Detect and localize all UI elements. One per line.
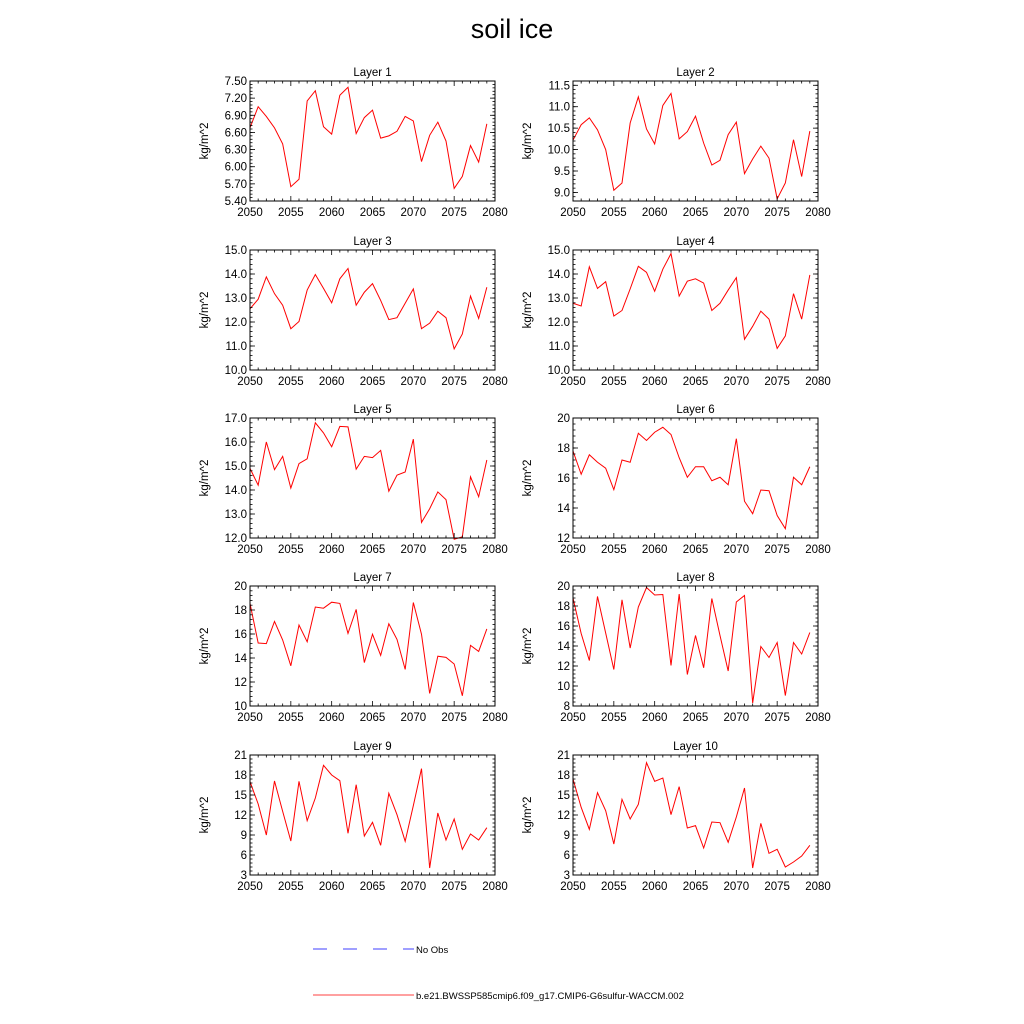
y-tick-label: 20 — [557, 413, 570, 425]
series-line-model — [573, 93, 810, 198]
x-tick-label: 2050 — [560, 712, 586, 724]
x-tick-label: 2075 — [441, 207, 467, 219]
y-tick-label: 6.60 — [224, 127, 247, 140]
y-tick-label: 15 — [234, 790, 247, 802]
x-tick-label: 2065 — [359, 881, 386, 893]
x-tick-label: 2070 — [400, 207, 427, 219]
x-tick-label: 2065 — [359, 712, 386, 724]
x-tick-label: 2060 — [318, 544, 345, 556]
x-tick-label: 2070 — [723, 881, 750, 893]
y-tick-label: 14.0 — [547, 269, 570, 281]
panel-title: Layer 6 — [676, 404, 715, 416]
y-tick-label: 6.30 — [224, 144, 247, 157]
plot-frame — [250, 755, 495, 875]
y-tick-label: 18 — [557, 601, 570, 613]
y-tick-label: 21 — [234, 750, 247, 762]
y-tick-label: 10 — [234, 701, 247, 713]
x-tick-label: 2080 — [482, 712, 508, 724]
y-tick-label: 13.0 — [547, 293, 570, 305]
series-line-model — [573, 254, 810, 349]
plot-frame — [573, 250, 818, 370]
y-tick-label: 5.40 — [224, 196, 247, 208]
x-tick-label: 2050 — [237, 376, 263, 388]
y-tick-label: 17.0 — [224, 413, 247, 425]
y-tick-label: 10 — [557, 681, 570, 693]
x-tick-label: 2075 — [764, 881, 790, 893]
y-tick-label: 18 — [234, 770, 247, 782]
x-tick-label: 2055 — [278, 544, 304, 556]
y-tick-label: 13.0 — [224, 509, 247, 521]
panel-layer-7 — [199, 572, 508, 724]
y-tick-label: 20 — [234, 581, 247, 593]
x-tick-label: 2080 — [805, 207, 831, 219]
y-tick-label: 14 — [234, 653, 247, 665]
y-tick-label: 11.0 — [225, 341, 247, 353]
y-tick-label: 14 — [557, 641, 570, 653]
y-tick-label: 9.0 — [554, 187, 570, 200]
y-tick-label: 8 — [563, 701, 570, 713]
x-tick-label: 2065 — [359, 207, 386, 219]
x-tick-label: 2060 — [641, 881, 668, 893]
x-tick-label: 2060 — [318, 712, 345, 724]
x-tick-label: 2055 — [278, 207, 304, 219]
y-tick-label: 5.70 — [224, 178, 247, 191]
panel-layer-5 — [199, 404, 508, 556]
x-tick-label: 2075 — [441, 881, 467, 893]
y-tick-label: 10.0 — [224, 365, 247, 377]
panel-title: Layer 10 — [673, 741, 718, 753]
x-tick-label: 2065 — [682, 376, 709, 388]
x-tick-label: 2070 — [400, 881, 427, 893]
panel-layer-3 — [199, 236, 508, 388]
x-tick-label: 2065 — [359, 376, 386, 388]
x-tick-label: 2080 — [482, 376, 508, 388]
page-title: soil ice — [470, 14, 554, 44]
legend-label-obs: No Obs — [416, 945, 449, 956]
y-axis-label: kg/m^2 — [522, 459, 534, 497]
x-tick-label: 2055 — [278, 712, 304, 724]
y-axis-label: kg/m^2 — [199, 122, 211, 160]
x-tick-label: 2050 — [560, 544, 586, 556]
x-tick-label: 2080 — [482, 881, 508, 893]
y-tick-label: 15 — [557, 790, 570, 802]
y-tick-label: 15.0 — [547, 245, 570, 257]
y-tick-label: 14 — [557, 503, 570, 515]
series-line-model — [250, 87, 487, 188]
x-tick-label: 2080 — [805, 544, 831, 556]
panel-layer-1 — [199, 67, 508, 219]
x-tick-label: 2075 — [441, 376, 467, 388]
y-tick-label: 12.0 — [224, 533, 247, 545]
x-tick-label: 2080 — [805, 376, 831, 388]
panel-layer-4 — [522, 236, 831, 388]
y-tick-label: 15.0 — [224, 245, 247, 257]
x-tick-label: 2060 — [641, 207, 668, 219]
y-tick-label: 12 — [557, 810, 570, 822]
x-tick-label: 2050 — [560, 881, 586, 893]
x-tick-label: 2060 — [641, 376, 668, 388]
y-tick-label: 11.0 — [548, 341, 570, 353]
x-tick-label: 2080 — [482, 207, 508, 219]
x-tick-label: 2050 — [237, 881, 263, 893]
x-tick-label: 2065 — [682, 881, 709, 893]
y-axis-label: kg/m^2 — [199, 796, 211, 834]
x-tick-label: 2050 — [560, 376, 586, 388]
panel-title: Layer 3 — [353, 236, 392, 248]
y-tick-label: 15.0 — [224, 461, 247, 473]
x-tick-label: 2060 — [641, 544, 668, 556]
panel-title: Layer 1 — [353, 67, 392, 79]
series-line-model — [573, 588, 810, 704]
x-tick-label: 2050 — [237, 207, 263, 219]
panel-title: Layer 9 — [353, 741, 392, 753]
x-tick-label: 2055 — [601, 881, 627, 893]
panel-layer-8 — [522, 572, 831, 724]
panel-title: Layer 4 — [676, 236, 715, 248]
y-axis-label: kg/m^2 — [199, 627, 211, 665]
y-tick-label: 12.0 — [547, 317, 570, 329]
y-tick-label: 6 — [240, 850, 247, 862]
y-tick-label: 21 — [557, 750, 570, 762]
y-tick-label: 12 — [557, 661, 570, 673]
x-tick-label: 2050 — [237, 544, 263, 556]
y-tick-label: 20 — [557, 581, 570, 593]
y-tick-label: 10.5 — [547, 123, 570, 136]
x-tick-label: 2070 — [400, 712, 427, 724]
x-tick-label: 2070 — [723, 376, 750, 388]
series-line-model — [250, 268, 487, 348]
series-line-model — [573, 763, 810, 868]
y-tick-label: 12 — [234, 677, 247, 689]
plot-frame — [250, 250, 495, 370]
y-tick-label: 16 — [557, 621, 570, 633]
y-tick-label: 6.00 — [224, 161, 247, 174]
y-tick-label: 9 — [240, 830, 247, 842]
y-tick-label: 6.90 — [224, 110, 247, 123]
x-tick-label: 2050 — [560, 207, 586, 219]
x-tick-label: 2055 — [601, 544, 627, 556]
y-tick-label: 6 — [563, 850, 570, 862]
panel-title: Layer 8 — [676, 572, 715, 584]
y-tick-label: 9.5 — [554, 166, 570, 178]
panel-layer-10 — [522, 741, 831, 893]
y-tick-label: 16 — [234, 629, 247, 641]
y-tick-label: 14.0 — [224, 269, 247, 281]
x-tick-label: 2060 — [318, 881, 345, 893]
x-tick-label: 2060 — [641, 712, 668, 724]
series-line-model — [250, 765, 487, 868]
y-tick-label: 7.20 — [224, 93, 247, 106]
x-tick-label: 2055 — [601, 712, 627, 724]
series-line-model — [573, 427, 810, 528]
legend-label-model: b.e21.BWSSP585cmip6.f09_g17.CMIP6-G6sulfur-WACCM.002 — [416, 991, 684, 1002]
y-axis-label: kg/m^2 — [522, 796, 534, 834]
x-tick-label: 2075 — [764, 544, 790, 556]
x-tick-label: 2055 — [601, 207, 627, 219]
series-line-model — [250, 423, 487, 539]
y-tick-label: 9 — [563, 830, 570, 842]
x-tick-label: 2070 — [400, 376, 427, 388]
panel-layer-2 — [522, 67, 831, 219]
y-tick-label: 18 — [557, 770, 570, 782]
y-axis-label: kg/m^2 — [522, 122, 534, 160]
x-tick-label: 2070 — [723, 712, 750, 724]
y-tick-label: 3 — [563, 870, 570, 882]
y-tick-label: 16 — [557, 473, 570, 485]
x-tick-label: 2080 — [482, 544, 508, 556]
panel-layer-9 — [199, 741, 508, 893]
y-axis-label: kg/m^2 — [522, 627, 534, 665]
y-tick-label: 14.0 — [224, 485, 247, 497]
x-tick-label: 2055 — [278, 881, 304, 893]
legend — [313, 945, 684, 1002]
y-tick-label: 10.0 — [547, 365, 570, 377]
y-tick-label: 12 — [234, 810, 247, 822]
y-tick-label: 12.0 — [224, 317, 247, 329]
x-tick-label: 2055 — [278, 376, 304, 388]
x-tick-label: 2070 — [723, 207, 750, 219]
x-tick-label: 2060 — [318, 376, 345, 388]
y-tick-label: 3 — [240, 870, 247, 882]
x-tick-label: 2075 — [764, 712, 790, 724]
x-tick-label: 2055 — [601, 376, 627, 388]
plot-frame — [573, 81, 818, 201]
y-axis-label: kg/m^2 — [199, 459, 211, 497]
y-tick-label: 12 — [557, 533, 570, 545]
y-tick-label: 13.0 — [224, 293, 247, 305]
x-tick-label: 2075 — [441, 544, 467, 556]
panel-layer-6 — [522, 404, 831, 556]
plot-frame — [250, 418, 495, 538]
x-tick-label: 2080 — [805, 712, 831, 724]
x-tick-label: 2050 — [237, 712, 263, 724]
x-tick-label: 2065 — [682, 544, 709, 556]
panel-title: Layer 2 — [676, 67, 715, 79]
y-axis-label: kg/m^2 — [522, 291, 534, 329]
x-tick-label: 2070 — [723, 544, 750, 556]
x-tick-label: 2075 — [441, 712, 467, 724]
y-tick-label: 18 — [557, 443, 570, 455]
y-tick-label: 16.0 — [224, 437, 247, 449]
plot-frame — [250, 586, 495, 706]
x-tick-label: 2060 — [318, 207, 345, 219]
y-axis-label: kg/m^2 — [199, 291, 211, 329]
x-tick-label: 2075 — [764, 207, 790, 219]
y-tick-label: 18 — [234, 605, 247, 617]
x-tick-label: 2065 — [359, 544, 386, 556]
x-tick-label: 2065 — [682, 207, 709, 219]
y-tick-label: 11.5 — [548, 80, 570, 93]
x-tick-label: 2080 — [805, 881, 831, 893]
plot-frame — [573, 586, 818, 706]
x-tick-label: 2075 — [764, 376, 790, 388]
panel-title: Layer 5 — [353, 404, 392, 416]
panel-title: Layer 7 — [353, 572, 392, 584]
y-tick-label: 10.0 — [547, 144, 570, 157]
x-tick-label: 2065 — [682, 712, 709, 724]
x-tick-label: 2070 — [400, 544, 427, 556]
y-tick-label: 7.50 — [224, 76, 247, 88]
y-tick-label: 11.0 — [548, 101, 570, 114]
series-line-model — [250, 602, 487, 696]
